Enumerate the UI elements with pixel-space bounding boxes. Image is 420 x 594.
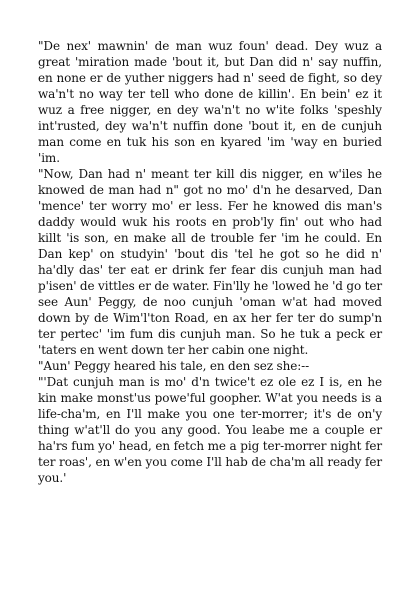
document-page [38,38,382,486]
paragraph-2: "Now, Dan had n' meant ter kill dis nigger, en w'iles he knowed de man had n" got no mo' d'n he desarved, Dan 'mence' ter worry mo' er less. Fer he knowed dis man's daddy would wuk his roots en prob'ly fin' out who had killt 'is son, en make all de trouble fer 'im he could. En Dan kep' on studyin' 'bout dis 'tel he got so he did n' ha'dly das' ter eat er drink fer fear dis cunjuh man had p'isen' de vittles er de water. Fin'lly he 'lowed he 'd go ter see Aun' Peggy, de noo cunjuh 'oman w'at had moved down by de Wim'l'ton Road, en ax her fer ter do sump'n ter pertec' 'im fum dis cunjuh man. So he tuk a peck er 'taters en went down ter her cabin one night. [38,167,382,357]
paragraph-3: "Aun' Peggy heared his tale, en den sez she:-- [38,359,310,373]
paragraph-4: "'Dat cunjuh man is mo' d'n twice't ez ole ez I is, en he kin make monst'us powe'ful goopher. W'at you needs is a life-cha'm, en I'll make you one ter-morrer; it's de on'y thing w'at'll do you any good. You leabe me a couple er ha'rs fum yo' head, en fetch me a pig ter-morrer night fer ter roas', en w'en you come I'll hab de cha'm all ready fer you.' [38,375,382,485]
paragraph-1: "De nex' mawnin' de man wuz foun' dead. Dey wuz a great 'miration made 'bout it, but Dan did n' say nuffin, en none er de yuther niggers had n' seed de fight, so dey wa'n't no way ter tell who done de killin'. En bein' ez it wuz a free nigger, en dey wa'n't no w'ite folks 'speshly int'rusted, dey wa'n't nuffin done 'bout it, en de cunjuh man come en tuk his son en kyared 'im 'way en buried 'im. [38,39,382,165]
